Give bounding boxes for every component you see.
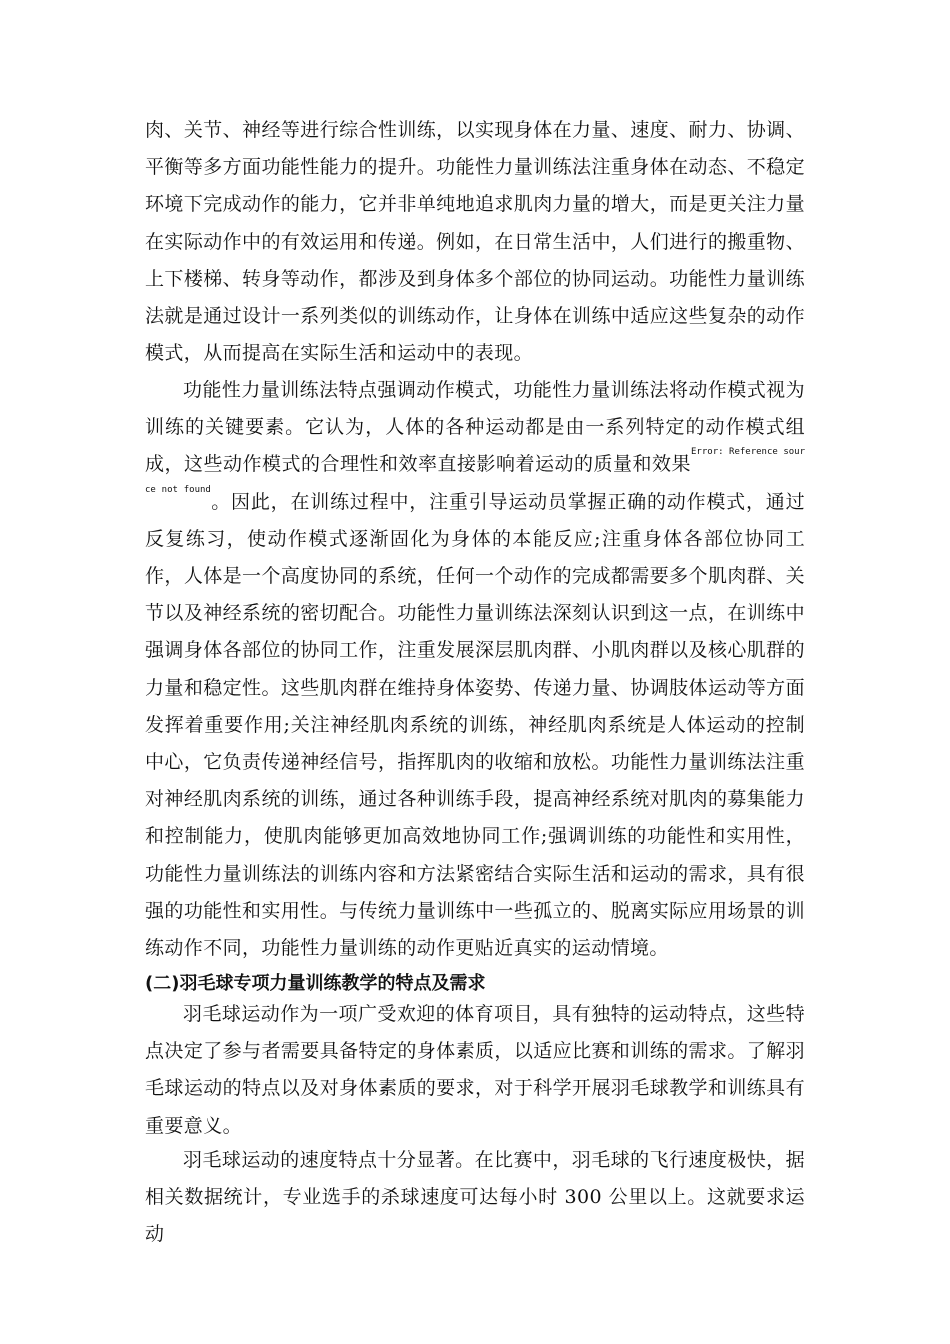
body-paragraph-2 (145, 372, 805, 967)
paragraph-2-text-before-note: 功能性力量训练法特点强调动作模式，功能性力量训练法将动作模式视为训练的关键要素。它认为，人体的各种运动都是由一系列特定的动作模式组成，这些动作模式的合理性和效率直接影响着运动的质量和效果 (145, 379, 805, 476)
body-paragraph-1: 肉、关节、神经等进行综合性训练，以实现身体在力量、速度、耐力、协调、平衡等多方面功能性能力的提升。功能性力量训练法注重身体在动态、不稳定环境下完成动作的能力，它并非单纯地追求肌肉力量的增大，而是更关注力量在实际动作中的有效运用和传递。例如，在日常生活中，人们进行的搬重物、上下楼梯、转身等动作，都涉及到身体多个部位的协同运动。功能性力量训练法就是通过设计一系列类似的训练动作，让身体在训练中适应这些复杂的动作模式，从而提高在实际生活和运动中的表现。 (145, 119, 805, 365)
reference-error-note: Error: Reference source not found (145, 447, 806, 495)
section-heading: (二)羽毛球专项力量训练教学的特点及需求 (145, 973, 486, 994)
body-paragraph-4: 羽毛球运动的速度特点十分显著。在比赛中，羽毛球的飞行速度极快，据相关数据统计，专业选手的杀球速度可达每小时 300 公里以上。这就要求运动 (145, 1149, 805, 1246)
paragraph-2-text-after-note: 。因此，在训练过程中，注重引导运动员掌握正确的动作模式，通过反复练习，使动作模式逐渐固化为身体的本能反应;注重身体各部位协同工作，人体是一个高度协同的系统，任何一个动作的完成都需要多个肌肉群、关节以及神经系统的密切配合。功能性力量训练法深刻认识到这一点，在训练中强调身体各部位的协同工作，注重发展深层肌肉群、小肌肉群以及核心肌群的力量和稳定性。这些肌肉群在维持身体姿势、传递力量、协调肢体运动等方面发挥着重要作用;关注神经肌肉系统的训练，神经肌肉系统是人体运动的控制中心，它负责传递神经信号，指挥肌肉的收缩和放松。功能性力量训练法注重对神经肌肉系统的训练，通过各种训练手段，提高神经系统对肌肉的募集能力和控制能力，使肌肉能够更加高效地协同工作;强调训练的功能性和实用性，功能性力量训练法的训练内容和方法紧密结合实际生活和运动的需求，具有很强的功能性和实用性。与传统力量训练中一些孤立的、脱离实际应用场景的训练动作不同，功能性力量训练的动作更贴近真实的运动情境。 (145, 490, 805, 960)
body-paragraph-3: 羽毛球运动作为一项广受欢迎的体育项目，具有独特的运动特点，这些特点决定了参与者需要具备特定的身体素质，以适应比赛和训练的需求。了解羽毛球运动的特点以及对身体素质的要求，对于科学开展羽毛球教学和训练具有重要意义。 (145, 1003, 805, 1137)
